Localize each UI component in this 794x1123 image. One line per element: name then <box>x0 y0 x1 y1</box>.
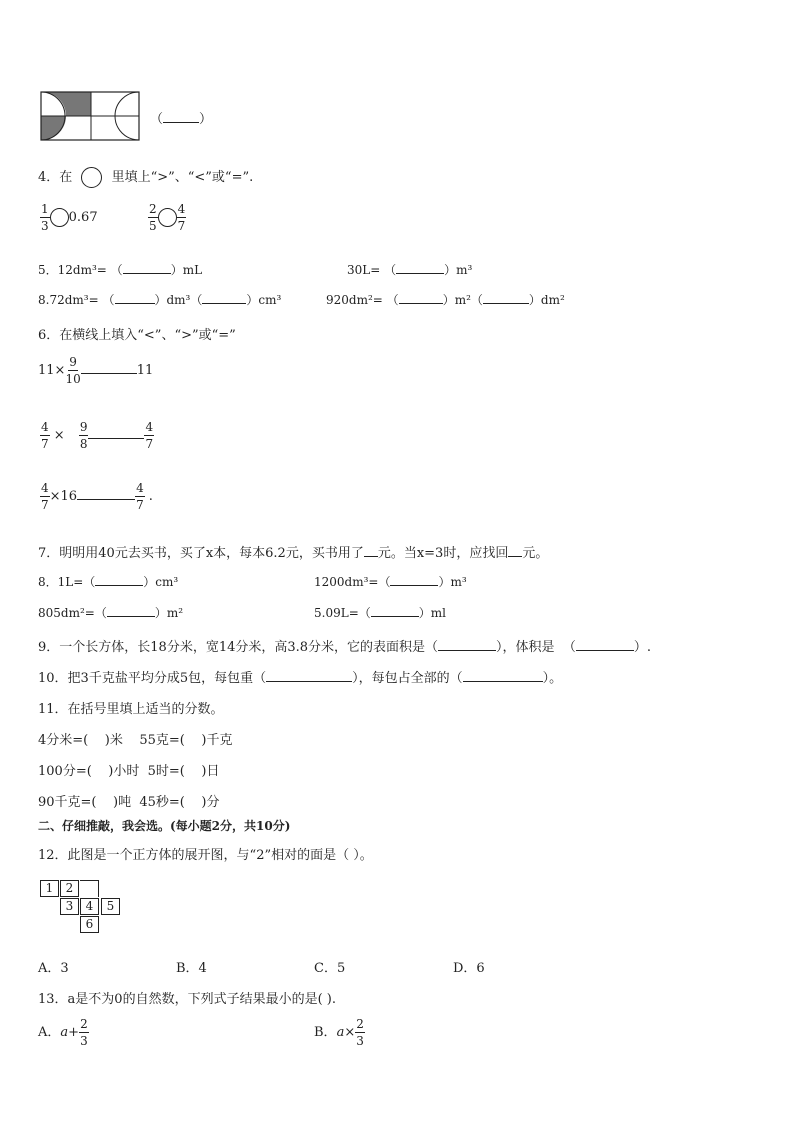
q7-text[interactable]: 7．明明用40元去买书，买了x本，每本6.2元，买书用了 元。当x=3时，应找回 元。 <box>38 546 549 561</box>
net-cell-4: 4 <box>80 898 99 915</box>
section2-title: 二、仔细推敲，我会选。(每小题2分，共10分) <box>38 819 291 833</box>
cube-net-diagram <box>40 880 124 936</box>
q8-row1-left[interactable]: 8．1L=（ ）cm³ <box>38 575 179 589</box>
q11-line1[interactable]: 4分米=( )米 55克=( )千克 <box>38 733 233 748</box>
q5-row2-right[interactable]: 920dm²= （ ）m²（ ）dm² <box>326 293 565 307</box>
q5-row2-left[interactable]: 8.72dm³= （ ）dm³（ ）cm³ <box>38 293 282 307</box>
q12-option-b[interactable]: B．4 <box>176 961 207 976</box>
q6-line2[interactable]: $\frac{4}{7}$ × $\frac{9}{8}$ $\frac{4}{7}$ <box>41 420 154 451</box>
q13-option-b[interactable]: B．a× $\frac{2}{3}$ <box>314 1017 364 1048</box>
net-cell-6: 6 <box>80 916 99 933</box>
q5-row1-left[interactable]: 5．12dm³= （ ）mL <box>38 263 203 277</box>
q3-answer[interactable]: （ ） <box>150 112 213 127</box>
q11-line3[interactable]: 90千克=( )吨 45秒=( )分 <box>38 795 220 810</box>
compare-circle-icon <box>50 208 69 227</box>
q9-text[interactable]: 9．一个长方体，长18分米，宽14分米，高3.8分米，它的表面积是（ ），体积是 （ ）. <box>38 640 651 655</box>
q12-option-d[interactable]: D．6 <box>453 961 485 976</box>
q8-row2-left[interactable]: 805dm²=（ ）m² <box>38 606 184 620</box>
q12-option-a[interactable]: A．3 <box>38 961 69 976</box>
q13-text: 13．a是不为0的自然数，下列式子结果最小的是( ). <box>38 992 336 1007</box>
q6-line3[interactable]: $\frac{4}{7}$ ×16 $\frac{4}{7}$ . <box>41 481 153 512</box>
q13-option-a[interactable]: A．a+ $\frac{2}{3}$ <box>38 1017 88 1048</box>
q12-text: 12．此图是一个正方体的展开图，与“2”相对的面是（ ）。 <box>38 848 373 863</box>
shaded-top-region <box>41 92 91 116</box>
q3-shape-diagram <box>40 91 140 141</box>
q4-item-1[interactable]: $\frac{1}{3}$ 0.67 <box>41 202 98 233</box>
q4-item-2[interactable]: $\frac{2}{5}$ $\frac{4}{7}$ <box>149 202 186 233</box>
net-cell-5: 5 <box>101 898 120 915</box>
compare-circle-icon <box>158 208 177 227</box>
net-cell-3: 3 <box>60 898 79 915</box>
net-cell-blank <box>80 880 99 897</box>
net-cell-2: 2 <box>60 880 79 897</box>
q12-option-c[interactable]: C．5 <box>314 961 346 976</box>
q6-line1[interactable]: 11× $\frac{9}{10}$ 11 <box>38 355 154 386</box>
q3-figure <box>40 91 140 145</box>
q8-row1-right[interactable]: 1200dm³=（ ）m³ <box>314 575 467 589</box>
q11-line2[interactable]: 100分=( )小时 5时=( )日 <box>38 764 220 779</box>
q4-title: 4．在 里填上“>”、“<”或“=”. <box>38 166 253 188</box>
q6-title: 6．在横线上填入“<”、“>”或“=” <box>38 328 236 343</box>
q5-row1-right[interactable]: 30L= （ ）m³ <box>347 263 473 277</box>
q10-text[interactable]: 10．把3千克盐平均分成5包，每包重（ ），每包占全部的（ ）。 <box>38 671 563 686</box>
q11-title: 11．在括号里填上适当的分数。 <box>38 702 224 717</box>
q8-row2-right[interactable]: 5.09L=（ ）ml <box>314 606 446 620</box>
circle-placeholder-icon <box>81 167 102 188</box>
net-cell-1: 1 <box>40 880 59 897</box>
